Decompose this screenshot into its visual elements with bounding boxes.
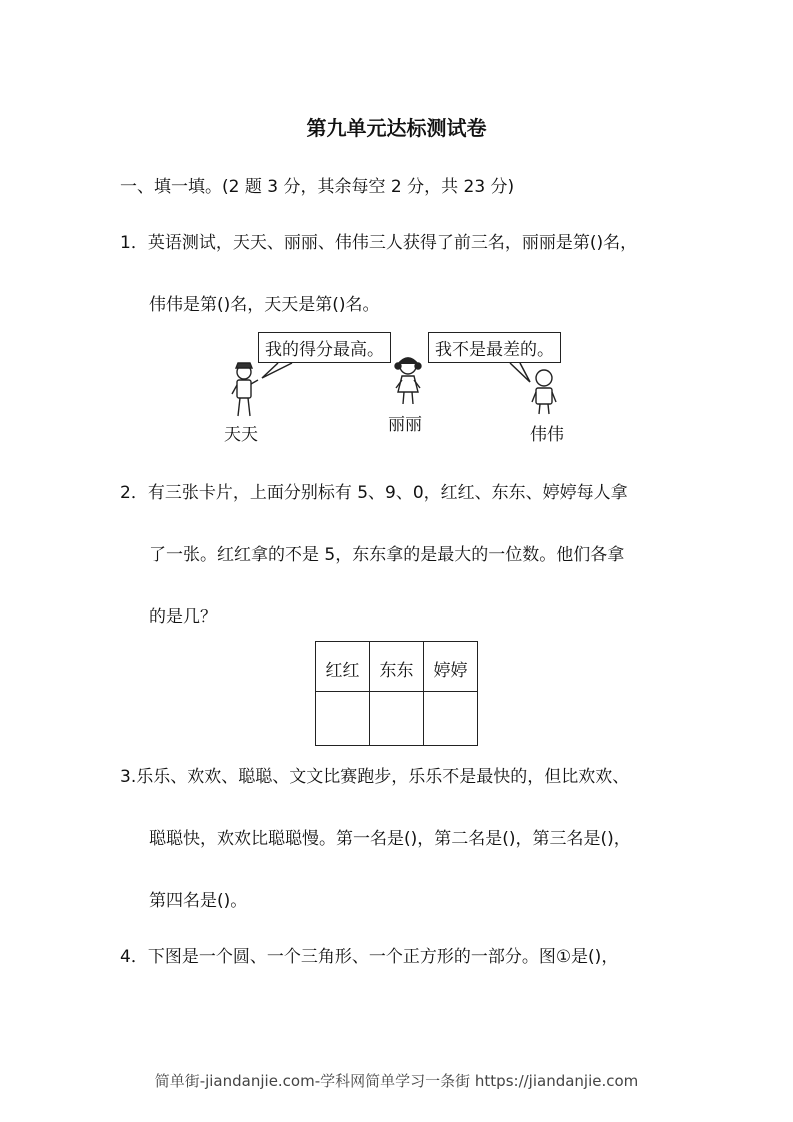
boy-weiwei-figure	[532, 370, 556, 414]
question-1-line-2: 伟伟是第()名，天天是第()名。	[149, 295, 380, 315]
answer-cell-tingting[interactable]	[424, 692, 478, 746]
label-tiantian: 天天	[224, 425, 258, 445]
table-header-dongdong: 东东	[370, 642, 424, 692]
girl-lili-figure	[395, 358, 421, 404]
label-lili: 丽丽	[388, 415, 422, 435]
page-footer: 简单街-jiandanjie.com-学科网简单学习一条街 https://jiandanjie.com	[154, 1072, 639, 1090]
question-3-line-1: 3.乐乐、欢欢、聪聪、文文比赛跑步，乐乐不是最快的，但比欢欢、	[120, 767, 630, 787]
question-2-line-1: 2．有三张卡片，上面分别标有 5、9、0，红红、东东、婷婷每人拿	[120, 483, 628, 503]
question-3-line-2: 聪聪快，欢欢比聪聪慢。第一名是()，第二名是()，第三名是()，	[149, 829, 631, 849]
speech-bubble-right: 我不是最差的。	[428, 332, 561, 363]
question-2-line-3: 的是几？	[149, 607, 217, 627]
table-header-honghong: 红红	[316, 642, 370, 692]
page-title: 第九单元达标测试卷	[306, 116, 487, 140]
answer-cell-honghong[interactable]	[316, 692, 370, 746]
question-1-illustration	[220, 330, 580, 445]
question-3-line-3: 第四名是()。	[149, 891, 248, 911]
label-weiwei: 伟伟	[530, 425, 564, 445]
answer-cell-dongdong[interactable]	[370, 692, 424, 746]
answer-table	[315, 641, 478, 746]
table-header-tingting: 婷婷	[424, 642, 478, 692]
boy-tiantian-figure	[232, 363, 258, 416]
question-2-line-2: 了一张。红红拿的不是 5，东东拿的是最大的一位数。他们各拿	[149, 545, 625, 565]
speech-bubble-left: 我的得分最高。	[258, 332, 391, 363]
section-heading: 一、填一填。(2 题 3 分，其余每空 2 分，共 23 分)	[120, 177, 515, 197]
question-4-line-1: 4．下图是一个圆、一个三角形、一个正方形的一部分。图①是()，	[120, 947, 619, 967]
question-1-line-1: 1．英语测试，天天、丽丽、伟伟三人获得了前三名，丽丽是第()名，	[120, 233, 638, 253]
